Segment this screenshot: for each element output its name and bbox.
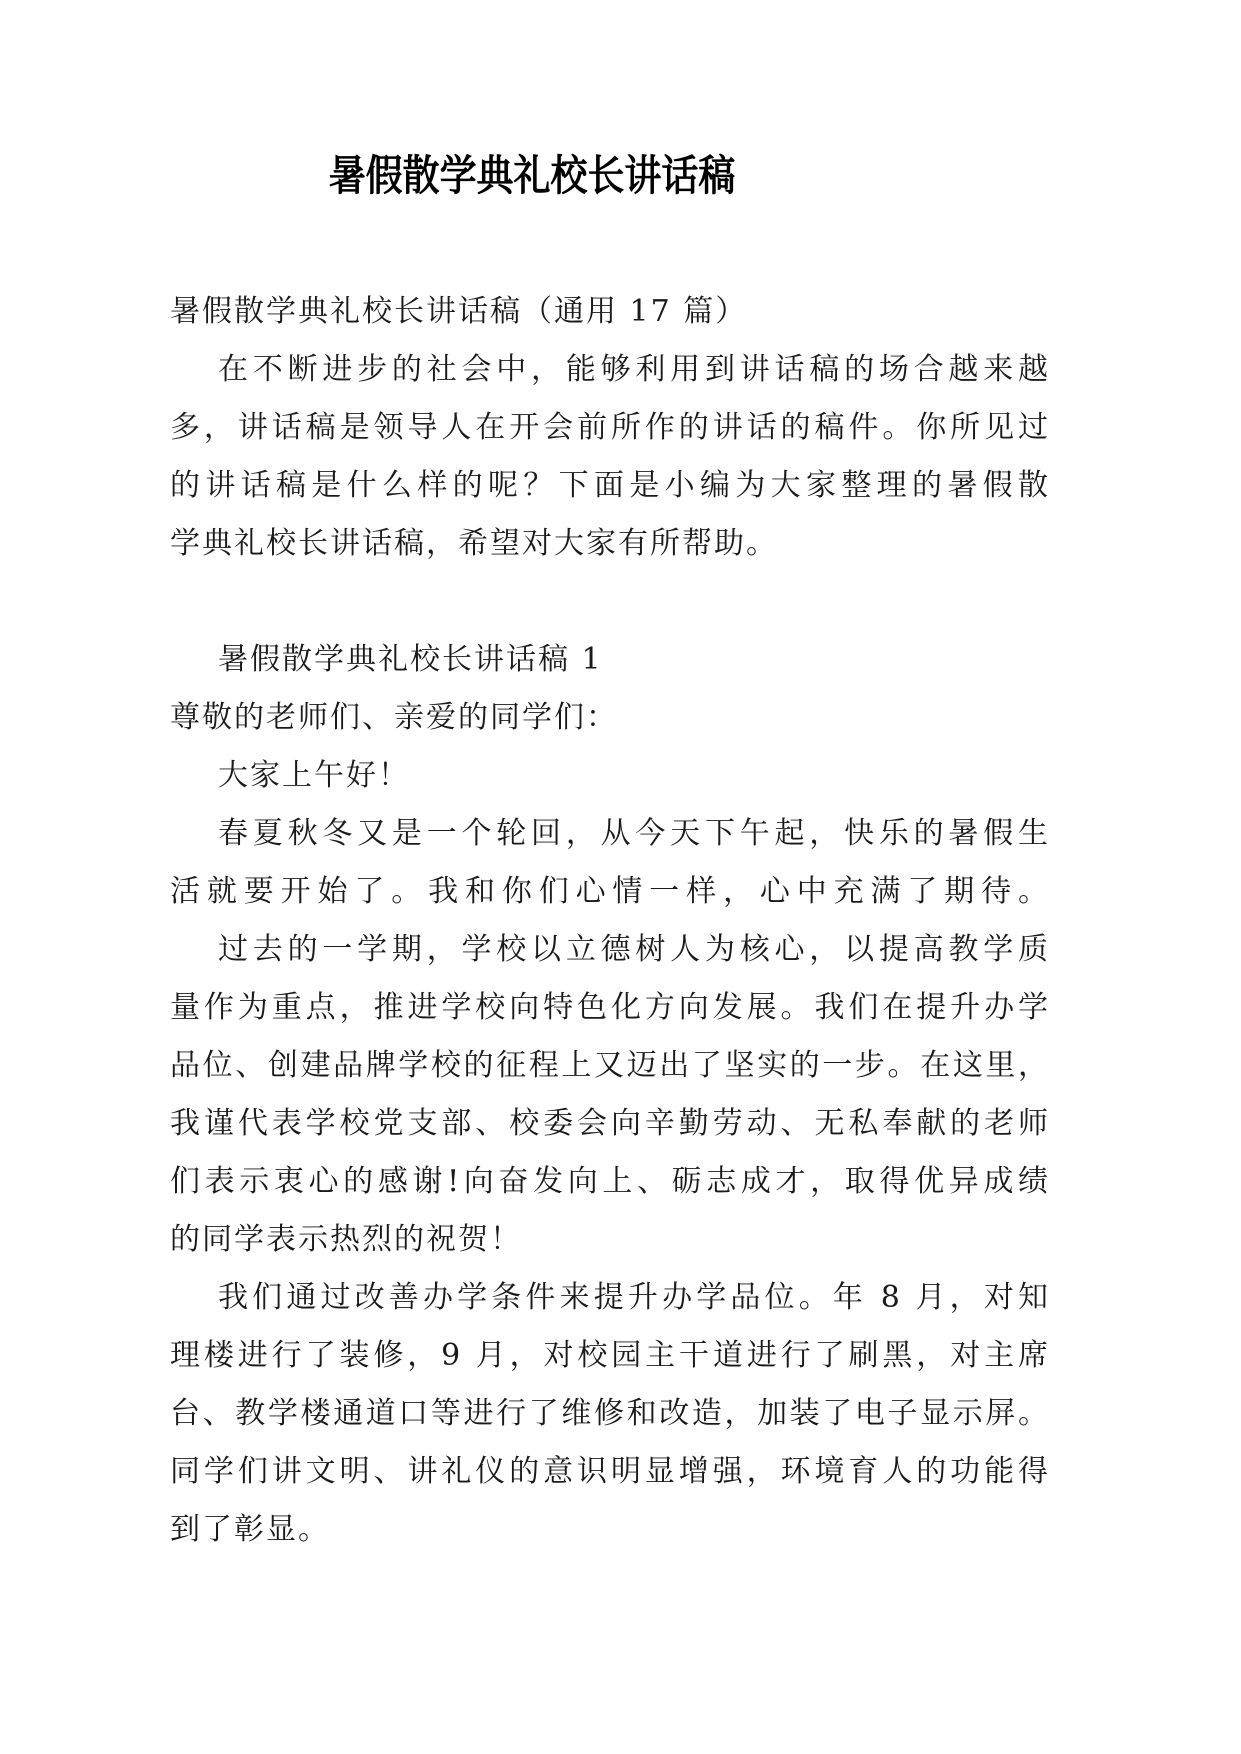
text-line: 活就要开始了。我和你们心情一样，心中充满了期待。	[170, 874, 1050, 909]
text-line: 品位、创建品牌学校的征程上又迈出了坚实的一步。在这里，	[170, 1048, 1050, 1083]
text-line: 理楼进行了装修，9 月，对校园主干道进行了刷黑，对主席	[170, 1338, 1050, 1373]
document-body	[170, 283, 1050, 1559]
text-line: 尊敬的老师们、亲爱的同学们：	[170, 700, 618, 735]
text-line: 我谨代表学校党支部、校委会向辛勤劳动、无私奉献的老师	[170, 1106, 1050, 1141]
text-line: 春夏秋冬又是一个轮回，从今天下午起，快乐的暑假生	[218, 816, 1050, 851]
text-line: 学典礼校长讲话稿，希望对大家有所帮助。	[170, 526, 778, 561]
document-title	[170, 146, 894, 206]
document-title-text: 暑假散学典礼校长讲话稿	[328, 151, 736, 200]
blank-line	[170, 573, 1050, 631]
text-line: 过去的一学期，学校以立德树人为核心，以提高教学质	[218, 932, 1050, 967]
text-line: 暑假散学典礼校长讲话稿（通用 17 篇）	[170, 294, 748, 329]
text-line: 的讲话稿是什么样的呢？下面是小编为大家整理的暑假散	[170, 468, 1050, 503]
text-line: 到了彰显。	[170, 1512, 330, 1547]
text-line: 台、教学楼通道口等进行了维修和改造，加装了电子显示屏。	[170, 1396, 1050, 1431]
text-line: 在不断进步的社会中，能够利用到讲话稿的场合越来越	[218, 352, 1050, 387]
text-line: 们表示衷心的感谢!向奋发向上、砺志成才，取得优异成绩	[170, 1164, 1050, 1199]
text-line: 量作为重点，推进学校向特色化方向发展。我们在提升办学	[170, 990, 1050, 1025]
text-line: 大家上午好！	[218, 758, 410, 793]
text-line: 暑假散学典礼校长讲话稿 1	[218, 642, 603, 677]
text-line: 的同学表示热烈的祝贺！	[170, 1222, 522, 1257]
text-line: 同学们讲文明、讲礼仪的意识明显增强，环境育人的功能得	[170, 1454, 1050, 1489]
text-line: 多，讲话稿是领导人在开会前所作的讲话的稿件。你所见过	[170, 410, 1050, 445]
text-line: 我们通过改善办学条件来提升办学品位。年 8 月，对知	[218, 1280, 1050, 1315]
